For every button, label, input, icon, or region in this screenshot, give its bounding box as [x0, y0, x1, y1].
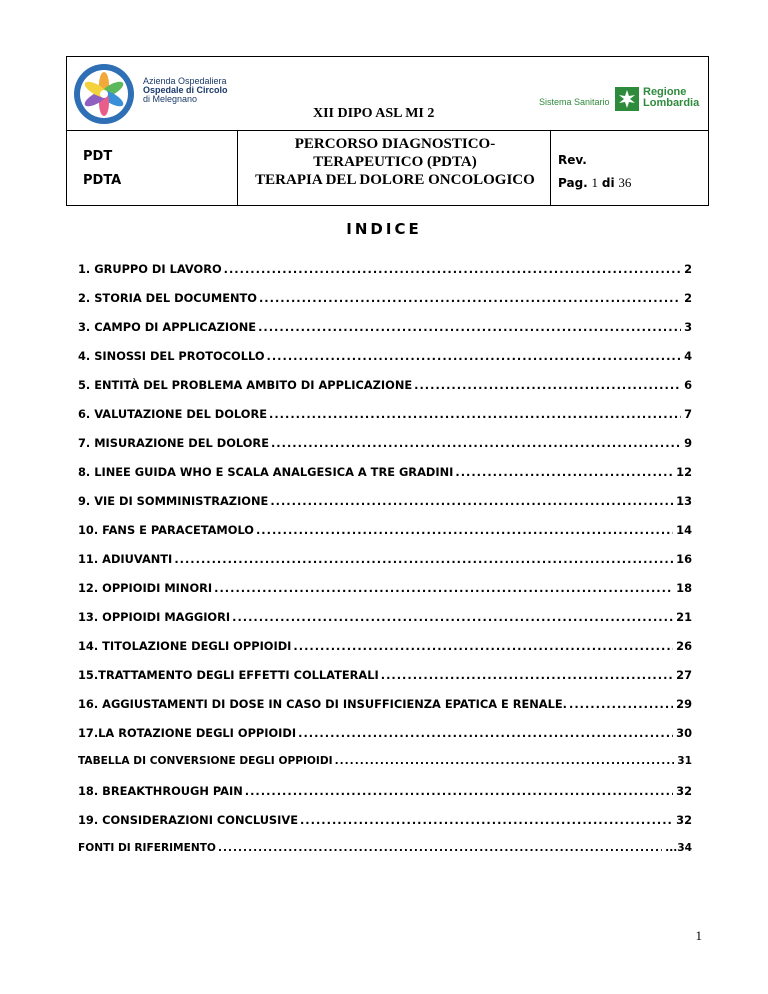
- toc-entry-page: 2: [684, 291, 692, 305]
- toc-entry-page: ...34: [665, 842, 692, 854]
- toc-entry[interactable]: [78, 320, 692, 338]
- toc-entry-title: 19. CONSIDERAZIONI CONCLUSIVE: [78, 813, 298, 827]
- toc-entry-page: 32: [676, 813, 692, 827]
- header-divider: [237, 131, 238, 206]
- toc-entry-page: 6: [684, 378, 692, 392]
- toc-entry[interactable]: [78, 494, 692, 512]
- toc-entry-page: 3: [684, 320, 692, 334]
- hospital-logo-icon: [73, 63, 135, 125]
- toc-entry-page: 9: [684, 436, 692, 450]
- toc-entry[interactable]: [78, 465, 692, 483]
- toc-entry[interactable]: [78, 813, 692, 831]
- toc-entry-page: 32: [676, 784, 692, 798]
- toc-entry-page: 26: [676, 639, 692, 653]
- toc-entry-title: 9. VIE DI SOMMINISTRAZIONE: [78, 494, 269, 508]
- toc-entry-title: TABELLA DI CONVERSIONE DEGLI OPPIOIDI: [78, 755, 333, 767]
- toc-entry-title: 1. GRUPPO DI LAVORO: [78, 262, 222, 276]
- toc-entry-page: 27: [676, 668, 692, 682]
- toc-entry-page: 14: [676, 523, 692, 537]
- toc-dot-leader: [224, 262, 681, 276]
- header-divider: [550, 131, 551, 206]
- toc-entry[interactable]: [78, 726, 692, 744]
- toc-entry-title: 17.LA ROTAZIONE DEGLI OPPIOIDI: [78, 726, 297, 740]
- toc-entry-page: 7: [684, 407, 692, 421]
- toc-dot-leader: [259, 291, 681, 305]
- toc-entry-title: 10. FANS E PARACETAMOLO: [78, 523, 254, 537]
- dipo-label: XII DIPO ASL MI 2: [313, 106, 435, 121]
- toc-entry-page: 12: [676, 465, 692, 479]
- toc-dot-leader: [381, 668, 673, 682]
- page-counter: Pag. 1 di 36: [558, 175, 632, 190]
- pdta-label: PDTA: [83, 173, 122, 188]
- toc-dot-leader: [300, 813, 673, 827]
- toc-dot-leader: [214, 581, 673, 595]
- protocol-title: PERCORSO DIAGNOSTICO- TERAPEUTICO (PDTA) TERAPIA DEL DOLORE ONCOLOGICO: [255, 136, 535, 188]
- toc-entry-title: 13. OPPIOIDI MAGGIORI: [78, 610, 231, 624]
- toc-entry[interactable]: [78, 755, 692, 773]
- toc-entry-title: FONTI DI RIFERIMENTO: [78, 842, 216, 854]
- toc-dot-leader: [569, 697, 673, 711]
- toc-entry[interactable]: [78, 407, 692, 425]
- toc-entry[interactable]: [78, 610, 692, 628]
- toc-dot-leader: [298, 726, 673, 740]
- pdt-label: PDT: [83, 149, 113, 164]
- page-number: 1: [695, 928, 702, 943]
- toc-entry-title: 16. AGGIUSTAMENTI DI DOSE IN CASO DI INSUFFICIENZA EPATICA E RENALE.: [78, 697, 567, 711]
- regione-logo: [539, 79, 709, 115]
- toc-dot-leader: [269, 407, 681, 421]
- toc-entry-title: 14. TITOLAZIONE DEGLI OPPIOIDI: [78, 639, 292, 653]
- toc-entry-title: 8. LINEE GUIDA WHO E SCALA ANALGESICA A TRE GRADINI: [78, 465, 454, 479]
- toc-dot-leader: [293, 639, 673, 653]
- toc-dot-leader: [258, 320, 681, 334]
- sistema-sanitario-label: Sistema Sanitario: [539, 97, 610, 107]
- toc-dot-leader: [335, 755, 675, 767]
- toc-dot-leader: [232, 610, 673, 624]
- regione-lombardia-icon: [615, 87, 639, 111]
- toc-entry[interactable]: [78, 668, 692, 686]
- index-title: INDICE: [346, 220, 422, 238]
- toc-entry-title: 5. ENTITÀ DEL PROBLEMA AMBITO DI APPLICAZIONE: [78, 378, 413, 392]
- toc-entry-title: 6. VALUTAZIONE DEL DOLORE: [78, 407, 268, 421]
- revision-label: Rev.: [558, 153, 587, 167]
- toc-entry-title: 12. OPPIOIDI MINORI: [78, 581, 213, 595]
- toc-entry[interactable]: [78, 378, 692, 396]
- hospital-name: Azienda Ospedaliera Ospedale di Circolo di Melegnano: [143, 76, 228, 104]
- toc-entry[interactable]: [78, 436, 692, 454]
- toc-dot-leader: [267, 349, 682, 363]
- toc-entry-page: 30: [676, 726, 692, 740]
- toc-entry[interactable]: [78, 639, 692, 657]
- toc-entry-title: 7. MISURAZIONE DEL DOLORE: [78, 436, 269, 450]
- toc-dot-leader: [455, 465, 673, 479]
- toc-entry-title: 2. STORIA DEL DOCUMENTO: [78, 291, 257, 305]
- toc-entry-title: 11. ADIUVANTI: [78, 552, 173, 566]
- toc-entry[interactable]: [78, 552, 692, 570]
- toc-entry[interactable]: [78, 291, 692, 309]
- toc-entry[interactable]: [78, 262, 692, 280]
- toc-dot-leader: [218, 842, 662, 854]
- toc-entry[interactable]: [78, 523, 692, 541]
- toc-entry-page: 13: [676, 494, 692, 508]
- toc-dot-leader: [174, 552, 673, 566]
- toc-dot-leader: [256, 523, 673, 537]
- toc-entry[interactable]: [78, 842, 692, 860]
- toc-dot-leader: [270, 494, 673, 508]
- toc-entry-page: 16: [676, 552, 692, 566]
- regione-lombardia-label: Regione Lombardia: [643, 86, 700, 109]
- toc-entry-title: 18. BREAKTHROUGH PAIN: [78, 784, 243, 798]
- toc-entry-page: 31: [677, 755, 692, 767]
- toc-entry[interactable]: [78, 581, 692, 599]
- toc-dot-leader: [414, 378, 681, 392]
- toc-entry-title: 15.TRATTAMENTO DEGLI EFFETTI COLLATERALI: [78, 668, 379, 682]
- toc-entry-page: 4: [684, 349, 692, 363]
- toc-entry-page: 21: [676, 610, 692, 624]
- toc-entry-page: 29: [676, 697, 692, 711]
- document-header: [66, 56, 709, 206]
- toc-entry[interactable]: [78, 349, 692, 367]
- toc-dot-leader: [245, 784, 673, 798]
- toc-dot-leader: [271, 436, 681, 450]
- toc-entry-title: 3. CAMPO DI APPLICAZIONE: [78, 320, 257, 334]
- toc-entry-page: 18: [676, 581, 692, 595]
- toc-entry[interactable]: [78, 697, 692, 715]
- toc-entry-page: 2: [684, 262, 692, 276]
- toc-entry[interactable]: [78, 784, 692, 802]
- toc-entry-title: 4. SINOSSI DEL PROTOCOLLO: [78, 349, 265, 363]
